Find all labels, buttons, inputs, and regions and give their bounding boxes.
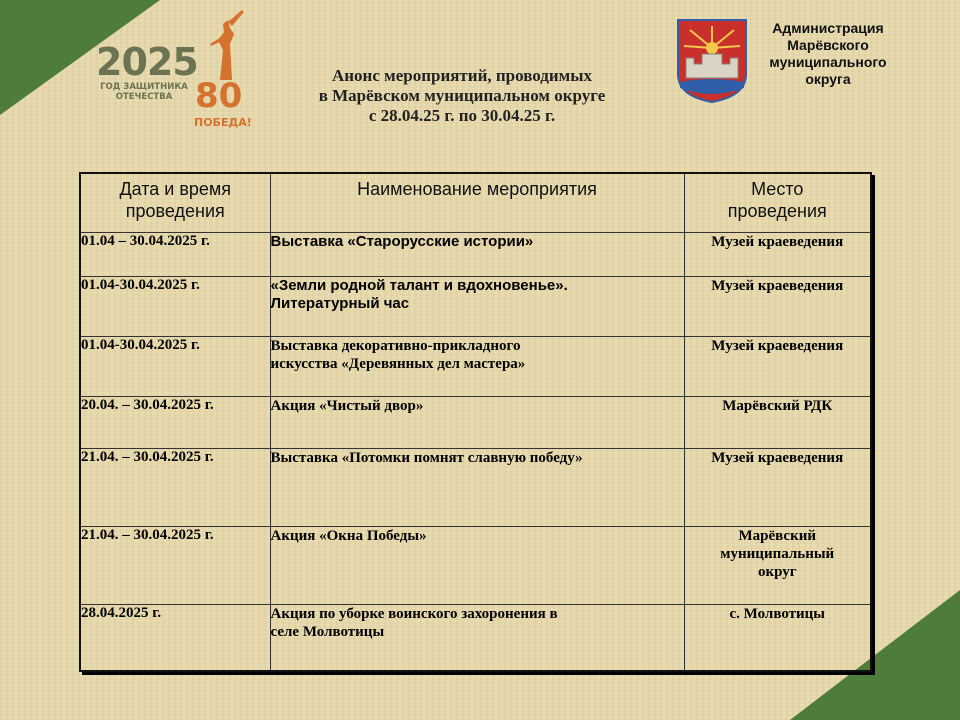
event-place	[684, 527, 871, 605]
admin-line-4: округа	[805, 71, 851, 87]
logo-caption-line2: ОТЕЧЕСТВА	[115, 92, 173, 102]
event-name	[270, 605, 684, 672]
event-name	[270, 337, 684, 397]
header-date	[80, 173, 270, 233]
monument-icon	[190, 10, 260, 82]
admin-line-1: Администрация	[772, 20, 884, 36]
year-defender-logo	[96, 40, 198, 102]
event-name	[270, 397, 684, 449]
table-row	[80, 527, 871, 605]
table-row	[80, 605, 871, 672]
event-name-line-1: Акция по уборке воинского захоронения в	[270, 606, 558, 622]
event-place	[684, 397, 871, 449]
event-name-line-2: селе Молвотицы	[270, 624, 385, 640]
administration-label	[754, 20, 902, 88]
event-name-line-1: Акция «Окна Победы»	[270, 528, 427, 544]
event-name	[270, 449, 684, 527]
event-place-line-1: Музей краеведения	[711, 338, 844, 354]
admin-line-2: Марёвского	[787, 37, 869, 53]
event-date: 01.04 – 30.04.2025 г.	[80, 233, 270, 277]
logo-year: 2025	[96, 40, 198, 84]
table-row	[80, 449, 871, 527]
header-event-name	[270, 173, 684, 233]
event-name	[270, 233, 684, 277]
event-place-line-1: Музей краеведения	[711, 234, 844, 250]
event-name-line-2: искусства «Деревянных дел мастера»	[270, 356, 526, 372]
header-name-text: Наименование мероприятия	[357, 179, 597, 199]
event-place	[684, 605, 871, 672]
logo-caption-line1: ГОД ЗАЩИТНИКА	[100, 82, 188, 92]
event-name	[270, 527, 684, 605]
event-place-line-1: Марёвский РДК	[722, 398, 833, 414]
victory-80-logo	[190, 10, 260, 128]
event-date: 28.04.2025 г.	[80, 605, 270, 672]
event-date: 20.04. – 30.04.2025 г.	[80, 397, 270, 449]
event-name-line-1: Выставка «Потомки помнят славную победу»	[270, 450, 583, 466]
header-place-line-2: проведения	[727, 201, 827, 221]
event-name-line-1: Выставка «Старорусские истории»	[270, 233, 534, 250]
table-row	[80, 337, 871, 397]
event-name	[270, 277, 684, 337]
page-title	[262, 66, 662, 126]
event-date: 21.04. – 30.04.2025 г.	[80, 449, 270, 527]
event-place	[684, 233, 871, 277]
table-row	[80, 277, 871, 337]
event-name-line-1: Акция «Чистый двор»	[270, 398, 424, 414]
event-place-line-1: Музей краеведения	[711, 278, 844, 294]
victory-word: ПОБЕДА!	[194, 116, 252, 129]
event-place	[684, 277, 871, 337]
victory-number: 80	[195, 76, 243, 116]
header-place-line-1: Место	[751, 179, 804, 199]
event-place	[684, 449, 871, 527]
header-date-line-1: Дата и время	[119, 179, 232, 199]
event-date: 01.04-30.04.2025 г.	[80, 277, 270, 337]
table-row	[80, 233, 871, 277]
event-place	[684, 337, 871, 397]
event-place-line-1: с. Молвотицы	[729, 606, 825, 622]
title-line-3: с 28.04.25 г. по 30.04.25 г.	[368, 106, 556, 125]
coat-of-arms-icon	[676, 18, 748, 104]
table-header-row	[80, 173, 871, 233]
event-place-line-3: округ	[757, 564, 797, 580]
title-line-2: в Марёвском муниципальном округе	[318, 86, 606, 105]
event-date: 01.04-30.04.2025 г.	[80, 337, 270, 397]
event-place-line-1: Музей краеведения	[711, 450, 844, 466]
event-place-line-1: Марёвский	[738, 528, 817, 544]
header-place	[684, 173, 871, 233]
event-name-line-2: Литературный час	[270, 295, 410, 312]
title-line-1: Анонс мероприятий, проводимых	[331, 66, 593, 85]
event-name-line-1: Выставка декоративно-прикладного	[270, 338, 521, 354]
event-date: 21.04. – 30.04.2025 г.	[80, 527, 270, 605]
events-table	[79, 172, 872, 672]
admin-line-3: муниципального	[769, 54, 887, 70]
event-place-line-2: муниципальный	[720, 546, 835, 562]
table-row	[80, 397, 871, 449]
header-date-line-2: проведения	[125, 201, 225, 221]
event-name-line-1: «Земли родной талант и вдохновенье».	[270, 277, 568, 294]
